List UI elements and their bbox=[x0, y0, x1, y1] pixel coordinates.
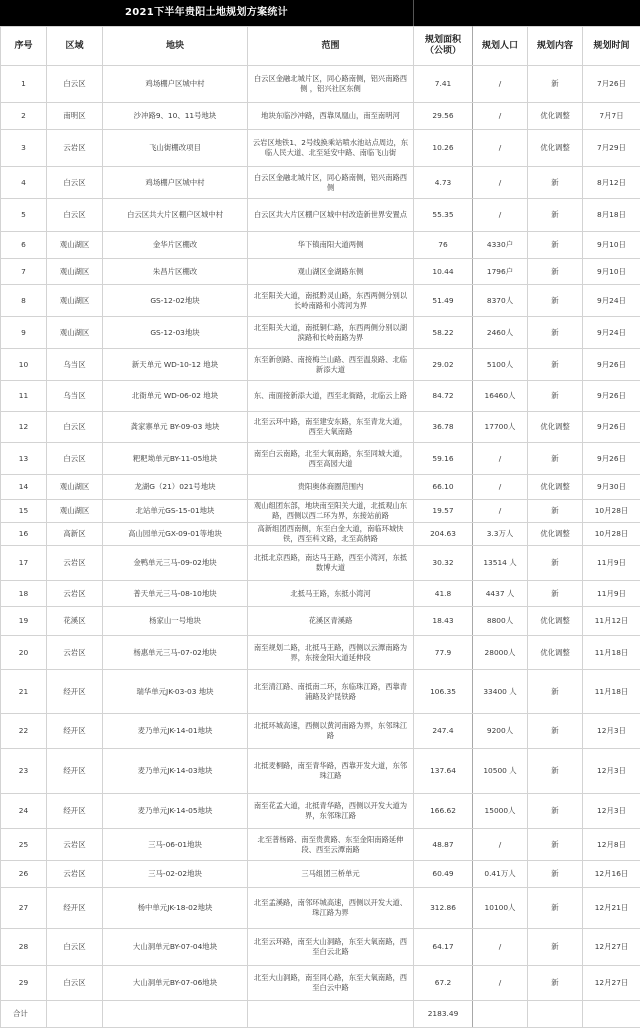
table-row bbox=[1, 199, 640, 232]
cell-index: 1 bbox=[1, 66, 47, 103]
cell-index: 29 bbox=[1, 966, 47, 1001]
table-row bbox=[1, 500, 640, 523]
cell-scope: 北至阳关大道，南抵铜仁路，东西两侧分别以湖滨路和长岭南路为界 bbox=[248, 317, 414, 349]
cell-scope: 北至云环中路，南至建安东路，东至青龙大道，西至大氧南路 bbox=[248, 412, 414, 443]
cell-district: 经开区 bbox=[47, 794, 103, 829]
cell-scope: 白云区金融北城片区，同心路南侧，铝兴南路西侧 ，铝兴社区东侧 bbox=[248, 66, 414, 103]
cell-scope: 北抵北京西路，南达马王路，西至小湾河，东抵数博大道 bbox=[248, 546, 414, 581]
cell-index: 3 bbox=[1, 130, 47, 167]
cell-content: 新 bbox=[528, 232, 583, 259]
cell-plot: 白云区共大片区棚户区城中村 bbox=[103, 199, 248, 232]
cell-content: 新 bbox=[528, 670, 583, 714]
table-row bbox=[1, 581, 640, 607]
cell-time: 11月9日 bbox=[583, 546, 640, 581]
cell-scope: 南至规划二路，北抵马王路，西侧以云潭南路为界，东接金阳大道延伸段 bbox=[248, 636, 414, 670]
cell-population: 1796户 bbox=[473, 259, 528, 285]
cell-index: 19 bbox=[1, 607, 47, 636]
cell-index: 12 bbox=[1, 412, 47, 443]
cell-district: 白云区 bbox=[47, 443, 103, 475]
cell-time: 12月21日 bbox=[583, 888, 640, 929]
total-label: 合计 bbox=[1, 1001, 47, 1028]
cell-district: 白云区 bbox=[47, 412, 103, 443]
cell-population: / bbox=[473, 199, 528, 232]
total-area: 2183.49 bbox=[414, 1001, 473, 1028]
cell-plot: 杨家山一号地块 bbox=[103, 607, 248, 636]
cell-index: 4 bbox=[1, 167, 47, 199]
cell-district: 观山湖区 bbox=[47, 317, 103, 349]
cell-time: 12月16日 bbox=[583, 861, 640, 888]
cell-plot: 三马-06-01地块 bbox=[103, 829, 248, 861]
cell-district: 白云区 bbox=[47, 167, 103, 199]
header-row bbox=[1, 27, 640, 66]
cell-time: 12月27日 bbox=[583, 929, 640, 966]
cell-population: / bbox=[473, 103, 528, 130]
cell-district: 经开区 bbox=[47, 888, 103, 929]
cell-content: 新 bbox=[528, 581, 583, 607]
cell-scope: 北至阳关大道，南抵黔灵山路，东西两侧分别以长岭南路和小湾河为界 bbox=[248, 285, 414, 317]
cell-time: 7月26日 bbox=[583, 66, 640, 103]
cell-content: 新 bbox=[528, 749, 583, 794]
cell-district: 白云区 bbox=[47, 66, 103, 103]
table-row bbox=[1, 66, 640, 103]
cell-plot: 龙湖G（21）021号地块 bbox=[103, 475, 248, 500]
cell-district: 南明区 bbox=[47, 103, 103, 130]
cell-content: 新 bbox=[528, 199, 583, 232]
cell-time: 9月10日 bbox=[583, 259, 640, 285]
cell-content: 新 bbox=[528, 381, 583, 412]
cell-scope: 东至新创路、南接梅兰山路、西至温泉路、北临新添大道 bbox=[248, 349, 414, 381]
cell-index: 6 bbox=[1, 232, 47, 259]
cell-content: 新 bbox=[528, 167, 583, 199]
cell-scope: 北至云环路，南至大山洞路，东至大氧南路，西至白云北路 bbox=[248, 929, 414, 966]
cell-district: 经开区 bbox=[47, 670, 103, 714]
cell-district: 云岩区 bbox=[47, 829, 103, 861]
cell-index: 25 bbox=[1, 829, 47, 861]
table-row bbox=[1, 130, 640, 167]
header-scope: 范围 bbox=[248, 27, 414, 66]
cell-scope: 贵阳奥体商圈范围内 bbox=[248, 475, 414, 500]
cell-index: 26 bbox=[1, 861, 47, 888]
cell-population: / bbox=[473, 475, 528, 500]
cell-scope: 华下镇南阳大道两侧 bbox=[248, 232, 414, 259]
cell-index: 28 bbox=[1, 929, 47, 966]
cell-area: 76 bbox=[414, 232, 473, 259]
cell-time: 9月26日 bbox=[583, 381, 640, 412]
cell-area: 41.8 bbox=[414, 581, 473, 607]
cell-content: 新 bbox=[528, 929, 583, 966]
cell-population: / bbox=[473, 167, 528, 199]
cell-area: 51.49 bbox=[414, 285, 473, 317]
cell-content: 优化调整 bbox=[528, 523, 583, 546]
cell-population: 10100人 bbox=[473, 888, 528, 929]
cell-index: 27 bbox=[1, 888, 47, 929]
cell-time: 11月9日 bbox=[583, 581, 640, 607]
header-content: 规划内容 bbox=[528, 27, 583, 66]
table-row bbox=[1, 349, 640, 381]
cell-scope: 观山湖区金湖路东侧 bbox=[248, 259, 414, 285]
cell-plot: 朱昌片区棚改 bbox=[103, 259, 248, 285]
cell-plot: 麦乃单元JK-14-05地块 bbox=[103, 794, 248, 829]
cell-index: 17 bbox=[1, 546, 47, 581]
table-row bbox=[1, 381, 640, 412]
table-row bbox=[1, 888, 640, 929]
table-row bbox=[1, 443, 640, 475]
cell-area: 10.26 bbox=[414, 130, 473, 167]
table-row bbox=[1, 607, 640, 636]
cell-index: 13 bbox=[1, 443, 47, 475]
cell-district: 高新区 bbox=[47, 523, 103, 546]
cell-time: 12月27日 bbox=[583, 966, 640, 1001]
cell-time: 9月24日 bbox=[583, 317, 640, 349]
total-row bbox=[1, 1001, 640, 1028]
cell-time: 9月26日 bbox=[583, 443, 640, 475]
header-area: 规划面积（公顷） bbox=[414, 27, 473, 66]
cell-content: 新 bbox=[528, 861, 583, 888]
cell-content: 优化调整 bbox=[528, 103, 583, 130]
cell-district: 经开区 bbox=[47, 749, 103, 794]
title-divider bbox=[413, 0, 414, 26]
cell-area: 7.41 bbox=[414, 66, 473, 103]
cell-index: 2 bbox=[1, 103, 47, 130]
cell-scope: 北至孟溪路，南邻环城高速，西侧以开发大道、珠江路为界 bbox=[248, 888, 414, 929]
cell-content: 新 bbox=[528, 546, 583, 581]
cell-content: 新 bbox=[528, 285, 583, 317]
cell-time: 9月26日 bbox=[583, 349, 640, 381]
cell-plot: 金鸭单元三马-09-02地块 bbox=[103, 546, 248, 581]
cell-content: 新 bbox=[528, 500, 583, 523]
table-row bbox=[1, 317, 640, 349]
cell-index: 11 bbox=[1, 381, 47, 412]
cell-content: 优化调整 bbox=[528, 412, 583, 443]
cell-district: 观山湖区 bbox=[47, 285, 103, 317]
cell-content: 优化调整 bbox=[528, 636, 583, 670]
header-district: 区域 bbox=[47, 27, 103, 66]
cell-time: 10月28日 bbox=[583, 523, 640, 546]
header-plot: 地块 bbox=[103, 27, 248, 66]
cell-population: 16460人 bbox=[473, 381, 528, 412]
cell-index: 9 bbox=[1, 317, 47, 349]
cell-population: / bbox=[473, 966, 528, 1001]
cell-scope: 观山组团东部，地块南至阳关大道，北抵观山东路，西侧以西二环为界，东接站前路 bbox=[248, 500, 414, 523]
cell-population: / bbox=[473, 829, 528, 861]
cell-population: / bbox=[473, 443, 528, 475]
cell-district: 乌当区 bbox=[47, 381, 103, 412]
cell-population: 8370人 bbox=[473, 285, 528, 317]
table-row bbox=[1, 412, 640, 443]
cell-time: 7月7日 bbox=[583, 103, 640, 130]
cell-area: 166.62 bbox=[414, 794, 473, 829]
cell-area: 18.43 bbox=[414, 607, 473, 636]
cell-area: 29.56 bbox=[414, 103, 473, 130]
cell-index: 23 bbox=[1, 749, 47, 794]
cell-scope: 北至大山洞路，南至同心路，东至大氧南路，西至白云中路 bbox=[248, 966, 414, 1001]
cell-district: 观山湖区 bbox=[47, 500, 103, 523]
cell-area: 106.35 bbox=[414, 670, 473, 714]
cell-population: / bbox=[473, 500, 528, 523]
cell-content: 新 bbox=[528, 349, 583, 381]
cell-population: 10500 人 bbox=[473, 749, 528, 794]
cell-index: 24 bbox=[1, 794, 47, 829]
cell-area: 59.16 bbox=[414, 443, 473, 475]
cell-time: 8月12日 bbox=[583, 167, 640, 199]
cell-index: 18 bbox=[1, 581, 47, 607]
cell-scope: 地块东临沙冲路，西靠凤凰山，南至南明河 bbox=[248, 103, 414, 130]
table-row bbox=[1, 636, 640, 670]
table-row bbox=[1, 546, 640, 581]
cell-time: 7月29日 bbox=[583, 130, 640, 167]
table-row bbox=[1, 829, 640, 861]
cell-plot: 金华片区棚改 bbox=[103, 232, 248, 259]
cell-area: 36.78 bbox=[414, 412, 473, 443]
cell-content: 新 bbox=[528, 829, 583, 861]
cell-population: 28000人 bbox=[473, 636, 528, 670]
cell-population: / bbox=[473, 130, 528, 167]
table-row bbox=[1, 861, 640, 888]
cell-population: 13514 人 bbox=[473, 546, 528, 581]
cell-time: 11月18日 bbox=[583, 636, 640, 670]
table-title: 2021下半年贵阳土地规划方案统计 bbox=[0, 0, 413, 26]
total-empty bbox=[47, 1001, 103, 1028]
table-row bbox=[1, 232, 640, 259]
cell-time: 8月18日 bbox=[583, 199, 640, 232]
cell-district: 白云区 bbox=[47, 199, 103, 232]
table-row bbox=[1, 523, 640, 546]
cell-index: 15 bbox=[1, 500, 47, 523]
cell-population: 3.3万人 bbox=[473, 523, 528, 546]
cell-plot: 飞山街棚改项目 bbox=[103, 130, 248, 167]
cell-population: 17700人 bbox=[473, 412, 528, 443]
cell-area: 60.49 bbox=[414, 861, 473, 888]
cell-population: 5100人 bbox=[473, 349, 528, 381]
cell-plot: GS-12-03地块 bbox=[103, 317, 248, 349]
cell-plot: 鸡场棚户区城中村 bbox=[103, 167, 248, 199]
cell-area: 4.73 bbox=[414, 167, 473, 199]
cell-content: 新 bbox=[528, 317, 583, 349]
cell-plot: 沙冲路9、10、11号地块 bbox=[103, 103, 248, 130]
total-empty bbox=[103, 1001, 248, 1028]
cell-area: 30.32 bbox=[414, 546, 473, 581]
cell-population: 33400 人 bbox=[473, 670, 528, 714]
table-row bbox=[1, 475, 640, 500]
table-row bbox=[1, 966, 640, 1001]
cell-district: 白云区 bbox=[47, 929, 103, 966]
cell-plot: 大山洞单元BY-07-04地块 bbox=[103, 929, 248, 966]
table-row bbox=[1, 670, 640, 714]
cell-plot: 大山洞单元BY-07-06地块 bbox=[103, 966, 248, 1001]
total-empty bbox=[248, 1001, 414, 1028]
cell-content: 新 bbox=[528, 888, 583, 929]
cell-area: 48.87 bbox=[414, 829, 473, 861]
cell-plot: GS-12-02地块 bbox=[103, 285, 248, 317]
cell-scope: 高新组团西南侧，东至白金大道，南临环城快铁，西至科文路，北至高纳路 bbox=[248, 523, 414, 546]
cell-district: 经开区 bbox=[47, 714, 103, 749]
cell-scope: 云岩区地铁1、2号线换乘站喷水池站点周边，东临人民大道、北至延安中路、南临飞山街 bbox=[248, 130, 414, 167]
cell-population: 4330户 bbox=[473, 232, 528, 259]
cell-content: 新 bbox=[528, 259, 583, 285]
table-row bbox=[1, 929, 640, 966]
table-row bbox=[1, 794, 640, 829]
cell-content: 优化调整 bbox=[528, 130, 583, 167]
cell-scope: 北抵麦桐路，南至青华路，西靠开发大道，东邻珠江路 bbox=[248, 749, 414, 794]
cell-time: 9月30日 bbox=[583, 475, 640, 500]
cell-content: 优化调整 bbox=[528, 607, 583, 636]
cell-plot: 三马-02-02地块 bbox=[103, 861, 248, 888]
cell-area: 137.64 bbox=[414, 749, 473, 794]
cell-district: 云岩区 bbox=[47, 546, 103, 581]
total-empty bbox=[473, 1001, 528, 1028]
cell-index: 20 bbox=[1, 636, 47, 670]
header-population: 规划人口 bbox=[473, 27, 528, 66]
table-body bbox=[1, 66, 640, 1001]
cell-index: 22 bbox=[1, 714, 47, 749]
cell-index: 8 bbox=[1, 285, 47, 317]
cell-plot: 麦乃单元JK-14-01地块 bbox=[103, 714, 248, 749]
cell-time: 12月3日 bbox=[583, 714, 640, 749]
cell-population: 2460人 bbox=[473, 317, 528, 349]
cell-content: 新 bbox=[528, 714, 583, 749]
cell-area: 58.22 bbox=[414, 317, 473, 349]
cell-area: 66.10 bbox=[414, 475, 473, 500]
cell-area: 64.17 bbox=[414, 929, 473, 966]
cell-index: 14 bbox=[1, 475, 47, 500]
cell-area: 19.57 bbox=[414, 500, 473, 523]
header-index: 序号 bbox=[1, 27, 47, 66]
table-row bbox=[1, 285, 640, 317]
land-planning-table bbox=[0, 26, 640, 1028]
cell-district: 观山湖区 bbox=[47, 232, 103, 259]
cell-district: 花溪区 bbox=[47, 607, 103, 636]
cell-scope: 北抵马王路，东抵小湾河 bbox=[248, 581, 414, 607]
cell-time: 9月24日 bbox=[583, 285, 640, 317]
cell-content: 新 bbox=[528, 966, 583, 1001]
cell-plot: 鸡场棚户区城中村 bbox=[103, 66, 248, 103]
cell-time: 12月3日 bbox=[583, 794, 640, 829]
cell-index: 10 bbox=[1, 349, 47, 381]
cell-scope: 东、南面接新添大道，西至北衙路，北临云上路 bbox=[248, 381, 414, 412]
cell-area: 312.86 bbox=[414, 888, 473, 929]
table-title-bar bbox=[0, 0, 640, 26]
cell-plot: 龚家寨单元 BY-09-03 地块 bbox=[103, 412, 248, 443]
cell-index: 21 bbox=[1, 670, 47, 714]
table-row bbox=[1, 259, 640, 285]
cell-area: 29.02 bbox=[414, 349, 473, 381]
cell-plot: 高山园单元GX-09-01等地块 bbox=[103, 523, 248, 546]
cell-district: 云岩区 bbox=[47, 861, 103, 888]
cell-area: 55.35 bbox=[414, 199, 473, 232]
cell-scope: 南至白云南路，北至大氧南路，东至同城大道，西至高园大道 bbox=[248, 443, 414, 475]
cell-content: 新 bbox=[528, 66, 583, 103]
cell-district: 云岩区 bbox=[47, 130, 103, 167]
cell-index: 16 bbox=[1, 523, 47, 546]
table-row bbox=[1, 749, 640, 794]
cell-time: 11月18日 bbox=[583, 670, 640, 714]
cell-area: 67.2 bbox=[414, 966, 473, 1001]
cell-plot: 新天单元 WD-10-12 地块 bbox=[103, 349, 248, 381]
cell-plot: 粑粑坳单元BY-11-05地块 bbox=[103, 443, 248, 475]
cell-district: 云岩区 bbox=[47, 581, 103, 607]
cell-plot: 瑞华单元JK-03-03 地块 bbox=[103, 670, 248, 714]
cell-population: 15000人 bbox=[473, 794, 528, 829]
cell-content: 新 bbox=[528, 794, 583, 829]
cell-district: 观山湖区 bbox=[47, 259, 103, 285]
cell-scope: 白云区金融北城片区，同心路南侧，铝兴南路西侧 bbox=[248, 167, 414, 199]
cell-time: 9月10日 bbox=[583, 232, 640, 259]
cell-population: 0.41万人 bbox=[473, 861, 528, 888]
cell-plot: 普天单元三马-08-10地块 bbox=[103, 581, 248, 607]
cell-area: 84.72 bbox=[414, 381, 473, 412]
cell-content: 优化调整 bbox=[528, 475, 583, 500]
cell-time: 12月8日 bbox=[583, 829, 640, 861]
cell-plot: 杨惠单元三马-07-02地块 bbox=[103, 636, 248, 670]
cell-scope: 花溪区青溪路 bbox=[248, 607, 414, 636]
total-empty bbox=[528, 1001, 583, 1028]
cell-scope: 南至花孟大道，北抵青华路，西侧以开发大道为界，东邻珠江路 bbox=[248, 794, 414, 829]
cell-scope: 三马组团三桥单元 bbox=[248, 861, 414, 888]
cell-district: 云岩区 bbox=[47, 636, 103, 670]
cell-population: 9200人 bbox=[473, 714, 528, 749]
cell-area: 77.9 bbox=[414, 636, 473, 670]
cell-plot: 北站单元GS-15-01地块 bbox=[103, 500, 248, 523]
cell-plot: 北衙单元 WD-06-02 地块 bbox=[103, 381, 248, 412]
cell-area: 10.44 bbox=[414, 259, 473, 285]
total-empty bbox=[583, 1001, 640, 1028]
cell-plot: 麦乃单元JK-14-03地块 bbox=[103, 749, 248, 794]
table-row bbox=[1, 103, 640, 130]
table-row bbox=[1, 714, 640, 749]
cell-district: 白云区 bbox=[47, 966, 103, 1001]
cell-time: 12月3日 bbox=[583, 749, 640, 794]
cell-population: 8800人 bbox=[473, 607, 528, 636]
cell-area: 247.4 bbox=[414, 714, 473, 749]
cell-population: / bbox=[473, 929, 528, 966]
cell-index: 7 bbox=[1, 259, 47, 285]
cell-population: / bbox=[473, 66, 528, 103]
cell-district: 观山湖区 bbox=[47, 475, 103, 500]
cell-area: 204.63 bbox=[414, 523, 473, 546]
header-time: 规划时间 bbox=[583, 27, 640, 66]
cell-district: 乌当区 bbox=[47, 349, 103, 381]
cell-index: 5 bbox=[1, 199, 47, 232]
table-row bbox=[1, 167, 640, 199]
cell-scope: 北至清江路、南抵南二环，东临珠江路，西靠青浦路及沪昆铁路 bbox=[248, 670, 414, 714]
cell-content: 新 bbox=[528, 443, 583, 475]
cell-scope: 白云区共大片区棚户区城中村改造新世界安置点 bbox=[248, 199, 414, 232]
cell-scope: 北至普杨路、南至贵黄路、东至金阳南路延伸段、西至云潭南路 bbox=[248, 829, 414, 861]
cell-population: 4437 人 bbox=[473, 581, 528, 607]
cell-time: 9月26日 bbox=[583, 412, 640, 443]
cell-plot: 杨中单元JK-18-02地块 bbox=[103, 888, 248, 929]
cell-time: 10月28日 bbox=[583, 500, 640, 523]
cell-scope: 北抵环城高速，西侧以黄河南路为界，东邻珠江路 bbox=[248, 714, 414, 749]
cell-time: 11月12日 bbox=[583, 607, 640, 636]
